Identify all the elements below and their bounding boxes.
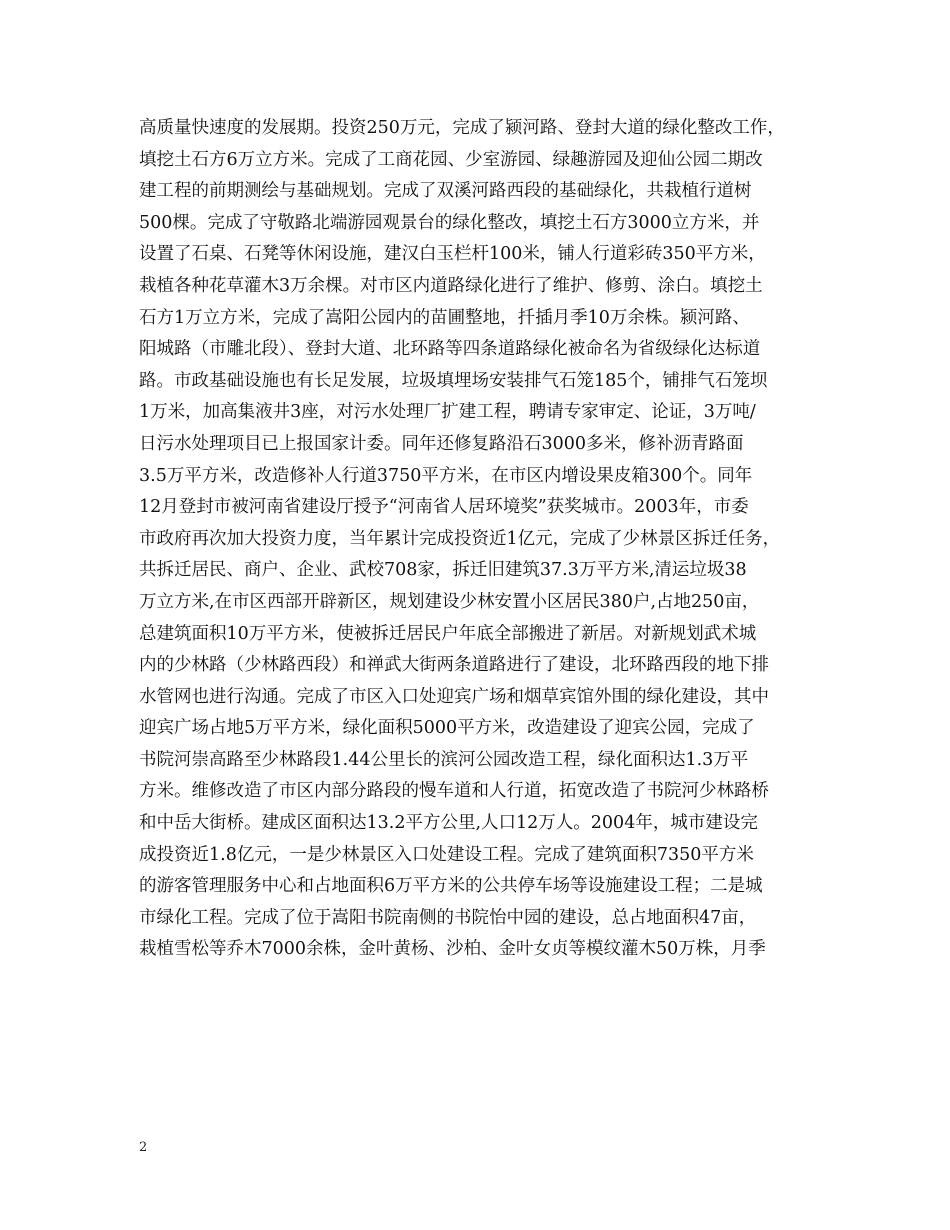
text-line: 3.5万平方米，改造修补人行道3750平方米，在市区内增设果皮箱300个。同年 (139, 465, 753, 486)
text-line: 市政府再次加大投资力度，当年累计完成投资近1亿元，完成了少林景区拆迁任务， (139, 528, 781, 549)
text-line: 栽植雪松等乔木7000余株，金叶黄杨、沙柏、金叶女贞等模纹灌木50万株，月季 (139, 939, 766, 960)
text-line: 石方1万立方米，完成了嵩阳公园内的苗圃整地，扦插月季10万余株。颍河路、 (139, 307, 750, 328)
text-line: 设置了石桌、石凳等休闲设施，建汉白玉栏杆100米，铺人行道彩砖350平方米， (139, 244, 766, 265)
text-line: 高质量快速度的发展期。投资250万元，完成了颍河路、登封大道的绿化整改工作， (139, 118, 785, 138)
text-line: 500棵。完成了守敬路北端游园观景台的绿化整改，填挖土石方3000立方米，并 (139, 212, 760, 233)
text-line: 方米。维修改造了市区内部分路段的慢车道和人行道，拓宽改造了书院河少林路桥 (139, 781, 769, 802)
text-line: 日污水处理项目已上报国家计委。同年还修复路沿石3000多米，修补沥青路面 (139, 433, 744, 454)
text-line: 迎宾广场占地5万平方米，绿化面积5000平方米，改造建设了迎宾公园，完成了 (139, 718, 755, 739)
text-line: 建工程的前期测绘与基础规划。完成了双溪河路西段的基础绿化，共栽植行道树 (139, 181, 752, 202)
text-line: 万立方米,在市区西部开辟新区，规划建设少林安置小区居民380户,占地250亩， (139, 591, 760, 612)
body-text (139, 113, 819, 966)
text-line: 总建筑面积10万平方米，使被拆迁居民户年底全部搬进了新居。对新规划武术城 (139, 623, 757, 644)
text-line: 共拆迁居民、商户、企业、武校708家，拆迁旧建筑37.3万平方米,清运垃圾38 (139, 560, 747, 581)
text-line: 1万米，加高集液井3座，对污水处理厂扩建工程，聘请专家审定、论证，3万吨/ (139, 402, 756, 423)
text-line: 填挖土石方6万立方米。完成了工商花园、少室游园、绿趣游园及迎仙公园二期改 (139, 149, 763, 170)
text-line: 水管网也进行沟通。完成了市区入口处迎宾广场和烟草宾馆外围的绿化建设，其中 (139, 686, 769, 707)
text-line: 阳城路（市雕北段）、登封大道、北环路等四条道路绿化被命名为省级绿化达标道 (139, 339, 761, 360)
text-line: 12月登封市被河南省建设厅授予“河南省人居环境奖”获奖城市。2003年，市委 (139, 497, 749, 518)
text-line: 路。市政基础设施也有长足发展，垃圾填埋场安装排气石笼185个，铺排气石笼坝 (139, 370, 768, 391)
text-line: 成投资近1.8亿元，一是少林景区入口处建设工程。完成了建筑面积7350平方米 (139, 844, 754, 865)
text-line: 栽植各种花草灌木3万余棵。对市区内道路绿化进行了维护、修剪、涂白。填挖土 (139, 275, 763, 296)
page-number: 2 (139, 1140, 148, 1155)
text-line: 内的少林路（少林路西段）和禅武大街两条道路进行了建设，北环路西段的地下排 (139, 655, 769, 676)
text-line: 书院河崇高路至少林路段1.44公里长的滨河公园改造工程，绿化面积达1.3万平 (139, 749, 749, 770)
text-line: 市绿化工程。完成了位于嵩阳书院南侧的书院怡中园的建设，总占地面积47亩， (139, 907, 757, 928)
text-line: 和中岳大街桥。建成区面积达13.2平方公里,人口12万人。2004年，城市建设完 (139, 813, 758, 834)
text-line: 的游客管理服务中心和占地面积6万平方米的公共停车场等设施建设工程；二是城 (139, 876, 763, 897)
